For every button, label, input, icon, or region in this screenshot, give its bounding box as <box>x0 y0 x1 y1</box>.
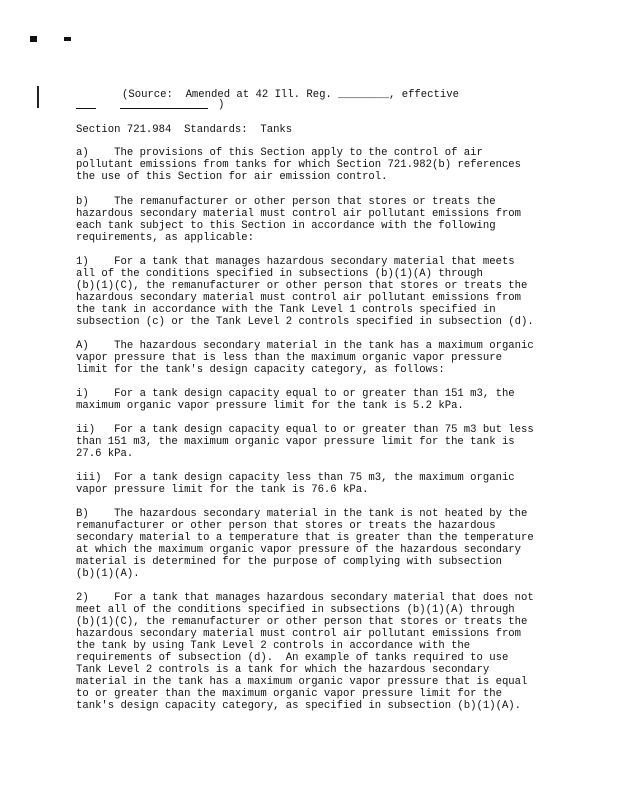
paragraph-b2-line: to or greater than the maximum organic vapor pressure limit for the <box>76 688 502 700</box>
paragraph-b2-line: (b)(1)(C), the remanufacturer or other person that stores or treats the <box>76 616 528 628</box>
paragraph-b2-line: requirements of subsection (d). An example of tanks required to use <box>76 652 509 664</box>
paragraph-B-line: secondary material to a temperature that is greater than the temperature <box>76 532 534 544</box>
paragraph-b2-line: tank's design capacity category, as specified in subsection (b)(1)(A). <box>76 700 522 712</box>
source-note-line: (Source: Amended at 42 Ill. Reg. ________, effective <box>122 89 459 101</box>
paragraph-b-line: each tank subject to this Section in accordance with the following <box>76 220 496 232</box>
paragraph-iii-line: iii) For a tank design capacity less than 75 m3, the maximum organic <box>76 472 515 484</box>
paragraph-i-line: maximum organic vapor pressure limit for the tank is 5.2 kPa. <box>76 400 464 412</box>
paragraph-i-line: i) For a tank design capacity equal to or greater than 151 m3, the <box>76 388 515 400</box>
paragraph-b1-line: (b)(1)(C), the remanufacturer or other person that stores or treats the <box>76 280 528 292</box>
paragraph-B-line: at which the maximum organic vapor pressure of the hazardous secondary <box>76 544 522 556</box>
paragraph-A-line: A) The hazardous secondary material in the tank has a maximum organic <box>76 340 534 352</box>
paragraph-ii-line: than 151 m3, the maximum organic vapor pressure limit for the tank is <box>76 436 515 448</box>
paragraph-B-line: remanufacturer or other person that stores or treats the hazardous <box>76 520 496 532</box>
revision-margin-bar <box>37 86 39 108</box>
paragraph-b2-line: the tank by using Tank Level 2 controls in accordance with the <box>76 640 471 652</box>
blank-line <box>76 108 96 109</box>
paragraph-ii-line: ii) For a tank design capacity equal to or greater than 75 m3 but less <box>76 424 534 436</box>
paragraph-a-line: pollutant emissions from tanks for which Section 721.982(b) references <box>76 159 522 171</box>
paragraph-ii-line: 27.6 kPa. <box>76 448 134 460</box>
paragraph-B-line: material is determined for the purpose of complying with subsection <box>76 556 502 568</box>
paragraph-b2-line: Tank Level 2 controls is a tank for which the hazardous secondary <box>76 664 490 676</box>
paragraph-b1-line: all of the conditions specified in subsections (b)(1)(A) through <box>76 268 483 280</box>
scan-mark <box>30 36 37 42</box>
paragraph-b1-line: the tank in accordance with the Tank Level 1 controls specified in <box>76 304 496 316</box>
paragraph-b1-line: hazardous secondary material must control air pollutant emissions from <box>76 292 522 304</box>
paragraph-b2-line: 2) For a tank that manages hazardous secondary material that does not <box>76 592 534 604</box>
paragraph-b2-line: material in the tank has a maximum organic vapor pressure that is equal <box>76 676 528 688</box>
paragraph-B-line: (b)(1)(A). <box>76 568 140 580</box>
paragraph-b-line: b) The remanufacturer or other person that stores or treats the <box>76 196 496 208</box>
paragraph-B-line: B) The hazardous secondary material in the tank is not heated by the <box>76 508 528 520</box>
paragraph-iii-line: vapor pressure limit for the tank is 76.6 kPa. <box>76 484 369 496</box>
paragraph-A-line: limit for the tank's design capacity category, as follows: <box>76 364 445 376</box>
paragraph-b-line: hazardous secondary material must control air pollutant emissions from <box>76 208 522 220</box>
paragraph-b1-line: 1) For a tank that manages hazardous secondary material that meets <box>76 256 515 268</box>
paragraph-a-line: the use of this Section for air emission control. <box>76 171 388 183</box>
paragraph-b2-line: hazardous secondary material must control air pollutant emissions from <box>76 628 522 640</box>
scan-mark <box>64 37 71 41</box>
paragraph-A-line: vapor pressure that is less than the maximum organic vapor pressure <box>76 352 502 364</box>
paragraph-b2-line: meet all of the conditions specified in subsections (b)(1)(A) through <box>76 604 515 616</box>
paragraph-b1-line: subsection (c) or the Tank Level 2 controls specified in subsection (d). <box>76 316 534 328</box>
section-heading: Section 721.984 Standards: Tanks <box>76 124 293 136</box>
source-note-close: ) <box>218 99 225 111</box>
paragraph-b-line: requirements, as applicable: <box>76 232 255 244</box>
blank-line <box>120 108 208 109</box>
paragraph-a-line: a) The provisions of this Section apply to the control of air <box>76 147 483 159</box>
